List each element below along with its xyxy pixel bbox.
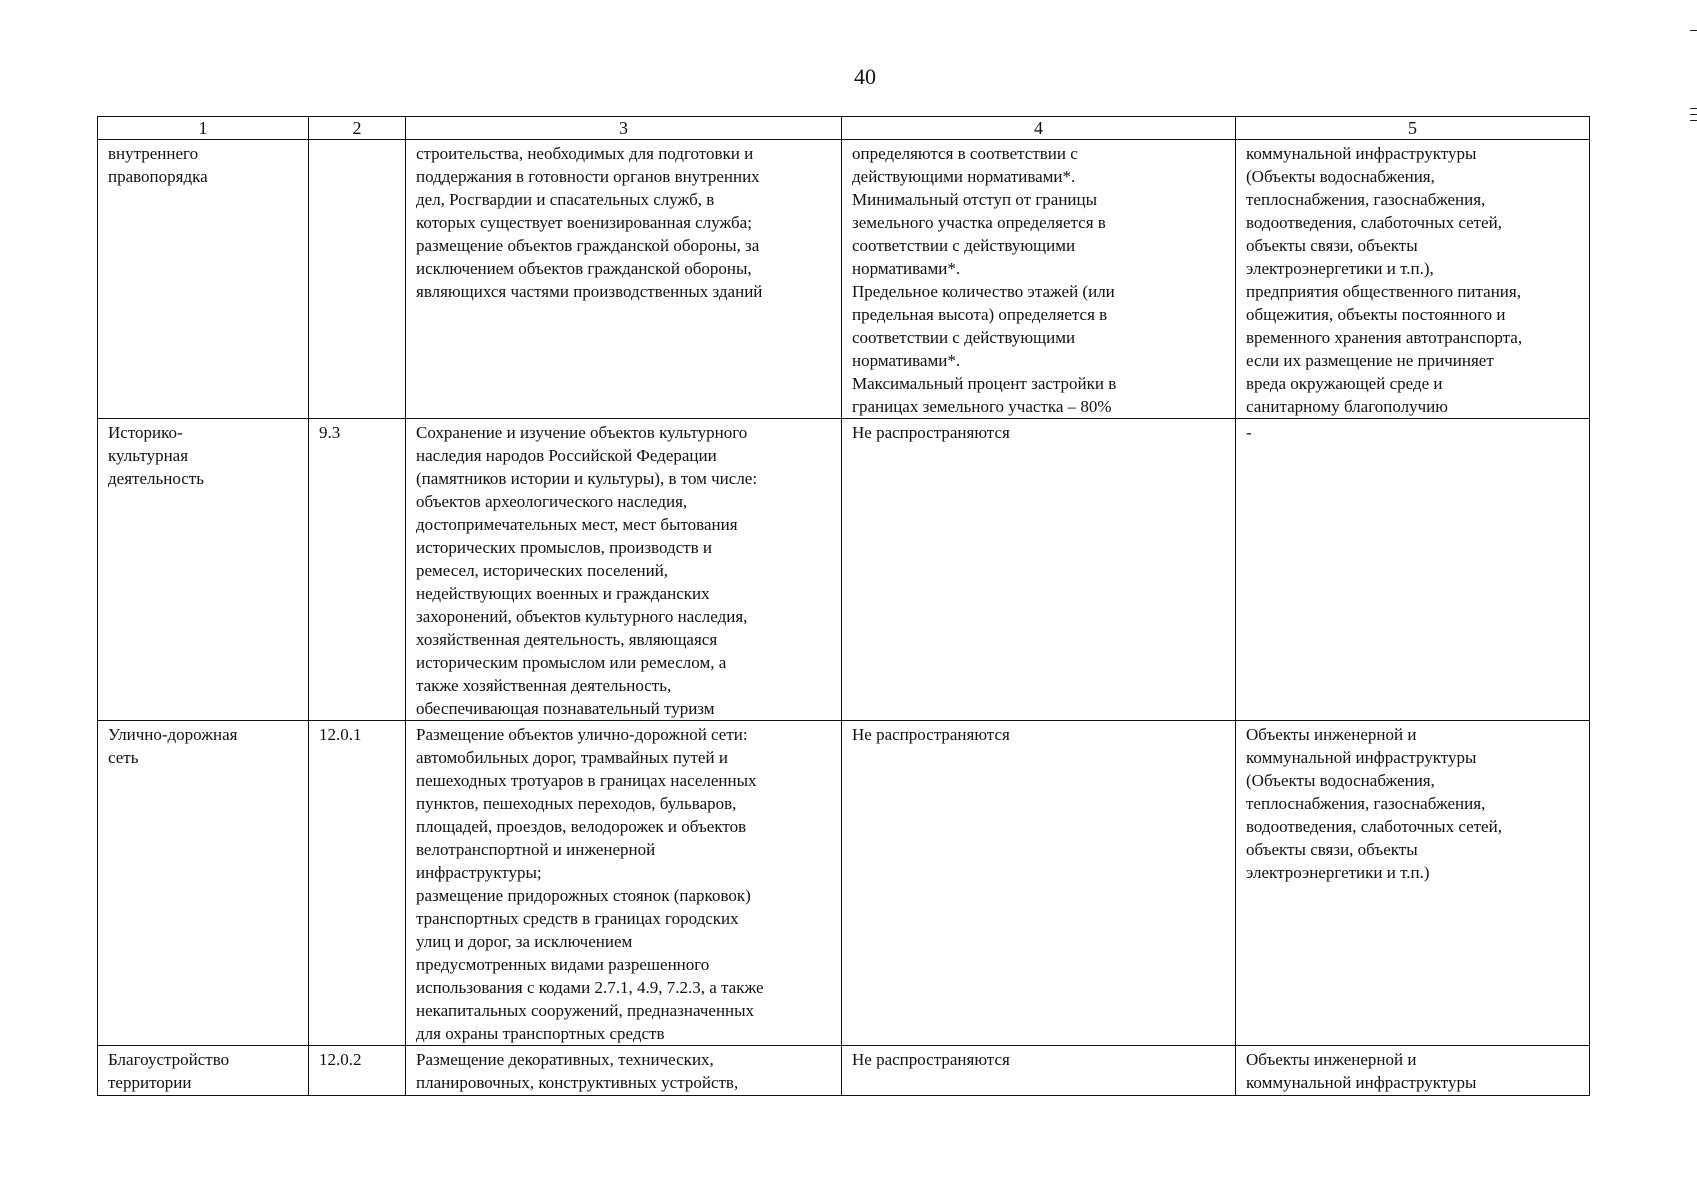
table-row bbox=[98, 721, 1590, 1046]
auxiliary-line: электроэнергетики и т.п.), bbox=[1246, 259, 1434, 278]
auxiliary-line: вреда окружающей среде и bbox=[1246, 374, 1443, 393]
auxiliary-line: коммунальной инфраструктуры bbox=[1246, 1073, 1477, 1092]
column-header: 4 bbox=[842, 117, 1236, 140]
description-line: планировочных, конструктивных устройств, bbox=[416, 1073, 739, 1092]
auxiliary-line: объекты связи, объекты bbox=[1246, 236, 1418, 255]
use-name-line: Благоустройство bbox=[108, 1050, 230, 1069]
use-code-cell: 12.0.1 bbox=[309, 721, 406, 1046]
use-name-line: Улично-дорожная bbox=[108, 725, 238, 744]
description-line: пунктов, пешеходных переходов, бульваров, bbox=[416, 794, 737, 813]
auxiliary-line: (Объекты водоснабжения, bbox=[1246, 167, 1435, 186]
description-line: велотранспортной и инженерной bbox=[416, 840, 656, 859]
parameters-line: соответствии с действующими bbox=[852, 328, 1076, 347]
use-description-cell bbox=[406, 1046, 842, 1096]
auxiliary-line: предприятия общественного питания, bbox=[1246, 282, 1521, 301]
use-code-cell: 12.0.2 bbox=[309, 1046, 406, 1096]
parameters-cell bbox=[842, 1046, 1236, 1096]
use-name-cell bbox=[98, 419, 309, 721]
parameters-line: Минимальный отступ от границы bbox=[852, 190, 1098, 209]
auxiliary-uses-cell bbox=[1236, 140, 1590, 419]
use-name-cell bbox=[98, 140, 309, 419]
parameters-line: соответствии с действующими bbox=[852, 236, 1076, 255]
description-line: ремесел, исторических поселений, bbox=[416, 561, 669, 580]
description-line: Сохранение и изучение объектов культурного bbox=[416, 423, 748, 442]
edge-mark bbox=[1690, 108, 1697, 109]
auxiliary-uses-cell bbox=[1236, 1046, 1590, 1096]
description-line: (памятников истории и культуры), в том числе: bbox=[416, 469, 758, 488]
auxiliary-uses-cell bbox=[1236, 721, 1590, 1046]
auxiliary-line: общежития, объекты постоянного и bbox=[1246, 305, 1506, 324]
parameters-line: Не распространяются bbox=[852, 1050, 1010, 1069]
description-line: исторических промыслов, производств и bbox=[416, 538, 712, 557]
parameters-line: нормативами*. bbox=[852, 351, 961, 370]
description-line: пешеходных тротуаров в границах населенных bbox=[416, 771, 757, 790]
description-line: автомобильных дорог, трамвайных путей и bbox=[416, 748, 728, 767]
description-line: инфраструктуры; bbox=[416, 863, 542, 882]
parameters-line: действующими нормативами*. bbox=[852, 167, 1076, 186]
page-number: 40 bbox=[854, 64, 876, 89]
use-name-line: культурная bbox=[108, 446, 189, 465]
use-name-cell bbox=[98, 1046, 309, 1096]
table-row bbox=[98, 419, 1590, 721]
table-header-row bbox=[98, 117, 1590, 140]
description-line: строительства, необходимых для подготовки и bbox=[416, 144, 754, 163]
auxiliary-line: водоотведения, слаботочных сетей, bbox=[1246, 213, 1502, 232]
use-name-line: деятельность bbox=[108, 469, 204, 488]
auxiliary-line: - bbox=[1246, 423, 1252, 442]
use-name-line: территории bbox=[108, 1073, 192, 1092]
use-description-cell bbox=[406, 140, 842, 419]
use-name-line: сеть bbox=[108, 748, 139, 767]
auxiliary-line: коммунальной инфраструктуры bbox=[1246, 144, 1477, 163]
parameters-line: Не распространяются bbox=[852, 423, 1010, 442]
description-line: исключением объектов гражданской обороны, bbox=[416, 259, 752, 278]
column-header: 1 bbox=[98, 117, 309, 140]
parameters-line: нормативами*. bbox=[852, 259, 961, 278]
parameters-line: границах земельного участка – 80% bbox=[852, 397, 1112, 416]
description-line: некапитальных сооружений, предназначенных bbox=[416, 1001, 755, 1020]
edge-mark bbox=[1690, 114, 1697, 115]
use-name-cell bbox=[98, 721, 309, 1046]
description-line: использования с кодами 2.7.1, 4.9, 7.2.3, а также bbox=[416, 978, 764, 997]
description-line: объектов археологического наследия, bbox=[416, 492, 688, 511]
description-line: которых существует военизированная служба; bbox=[416, 213, 752, 232]
auxiliary-line: теплоснабжения, газоснабжения, bbox=[1246, 190, 1486, 209]
auxiliary-line: (Объекты водоснабжения, bbox=[1246, 771, 1435, 790]
parameters-cell bbox=[842, 140, 1236, 419]
auxiliary-line: Объекты инженерной и bbox=[1246, 725, 1417, 744]
description-line: Размещение декоративных, технических, bbox=[416, 1050, 714, 1069]
description-line: достопримечательных мест, мест бытования bbox=[416, 515, 738, 534]
column-header: 5 bbox=[1236, 117, 1590, 140]
description-line: площадей, проездов, велодорожек и объектов bbox=[416, 817, 747, 836]
description-line: недействующих военных и гражданских bbox=[416, 584, 710, 603]
description-line: предусмотренных видами разрешенного bbox=[416, 955, 710, 974]
use-description-cell bbox=[406, 721, 842, 1046]
parameters-line: земельного участка определяется в bbox=[852, 213, 1106, 232]
description-line: размещение объектов гражданской обороны, за bbox=[416, 236, 760, 255]
parameters-cell bbox=[842, 721, 1236, 1046]
edge-mark bbox=[1690, 30, 1697, 31]
description-line: являющихся частями производственных зданий bbox=[416, 282, 763, 301]
description-line: улиц и дорог, за исключением bbox=[416, 932, 633, 951]
edge-mark bbox=[1690, 120, 1697, 121]
auxiliary-line: электроэнергетики и т.п.) bbox=[1246, 863, 1430, 882]
description-line: наследия народов Российской Федерации bbox=[416, 446, 717, 465]
auxiliary-line: коммунальной инфраструктуры bbox=[1246, 748, 1477, 767]
use-name-line: внутреннего bbox=[108, 144, 199, 163]
use-description-cell bbox=[406, 419, 842, 721]
auxiliary-line: объекты связи, объекты bbox=[1246, 840, 1418, 859]
table-row bbox=[98, 140, 1590, 419]
description-line: обеспечивающая познавательный туризм bbox=[416, 699, 715, 718]
use-name-line: Историко- bbox=[108, 423, 183, 442]
use-code-cell bbox=[309, 140, 406, 419]
use-name-line: правопорядка bbox=[108, 167, 208, 186]
parameters-line: определяются в соответствии с bbox=[852, 144, 1078, 163]
column-header: 2 bbox=[309, 117, 406, 140]
description-line: дел, Росгвардии и спасательных служб, в bbox=[416, 190, 715, 209]
table-row bbox=[98, 1046, 1590, 1096]
description-line: поддержания в готовности органов внутренних bbox=[416, 167, 760, 186]
parameters-line: предельная высота) определяется в bbox=[852, 305, 1108, 324]
parameters-line: Не распространяются bbox=[852, 725, 1010, 744]
auxiliary-line: теплоснабжения, газоснабжения, bbox=[1246, 794, 1486, 813]
auxiliary-line: если их размещение не причиняет bbox=[1246, 351, 1494, 370]
use-code-cell: 9.3 bbox=[309, 419, 406, 721]
zoning-table bbox=[97, 116, 1590, 1096]
description-line: транспортных средств в границах городских bbox=[416, 909, 739, 928]
description-line: для охраны транспортных средств bbox=[416, 1024, 665, 1043]
description-line: захоронений, объектов культурного наследия, bbox=[416, 607, 748, 626]
auxiliary-line: Объекты инженерной и bbox=[1246, 1050, 1417, 1069]
description-line: хозяйственная деятельность, являющаяся bbox=[416, 630, 718, 649]
description-line: также хозяйственная деятельность, bbox=[416, 676, 672, 695]
parameters-line: Предельное количество этажей (или bbox=[852, 282, 1115, 301]
auxiliary-line: временного хранения автотранспорта, bbox=[1246, 328, 1523, 347]
column-header: 3 bbox=[406, 117, 842, 140]
description-line: Размещение объектов улично-дорожной сети: bbox=[416, 725, 748, 744]
auxiliary-line: водоотведения, слаботочных сетей, bbox=[1246, 817, 1502, 836]
parameters-line: Максимальный процент застройки в bbox=[852, 374, 1117, 393]
description-line: размещение придорожных стоянок (парковок) bbox=[416, 886, 751, 905]
auxiliary-uses-cell bbox=[1236, 419, 1590, 721]
description-line: историческим промыслом или ремеслом, а bbox=[416, 653, 727, 672]
auxiliary-line: санитарному благополучию bbox=[1246, 397, 1448, 416]
parameters-cell bbox=[842, 419, 1236, 721]
